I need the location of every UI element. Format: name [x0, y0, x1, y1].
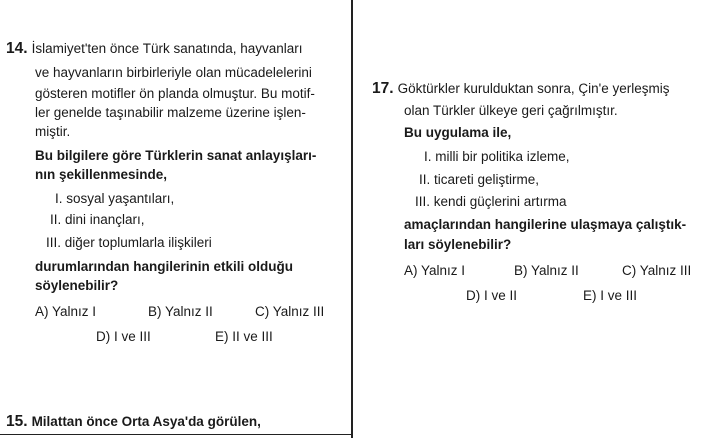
question-14-item-2: II. dini inançları,	[50, 212, 145, 227]
question-17-stem: Bu uygulama ile,	[404, 125, 512, 140]
option-c[interactable]: C) Yalnız III	[622, 263, 692, 278]
column-divider	[351, 0, 353, 438]
cut-off-text-edge	[0, 434, 351, 435]
question-14-question-2: söylenebilir?	[35, 278, 119, 293]
question-15-line-1: 15. Milattan önce Orta Asya'da görülen,	[6, 413, 261, 430]
question-14-stem-2: nın şekillenmesinde,	[35, 167, 168, 182]
option-a[interactable]: A) Yalnız I	[35, 304, 97, 319]
question-17-question-2: ları söylenebilir?	[404, 237, 512, 252]
question-17-item-2: II. ticareti geliştirme,	[419, 172, 540, 187]
question-17-item-1: I. milli bir politika izleme,	[424, 149, 570, 164]
option-b[interactable]: B) Yalnız II	[148, 304, 213, 319]
question-number: 15.	[6, 413, 28, 430]
option-a[interactable]: A) Yalnız I	[404, 263, 466, 278]
option-c[interactable]: C) Yalnız III	[255, 304, 325, 319]
question-number: 17.	[372, 80, 394, 97]
question-14-item-1: I. sosyal yaşantıları,	[55, 191, 175, 206]
question-17-line-2: olan Türkler ülkeye geri çağrılmıştır.	[404, 103, 618, 118]
question-14-item-3: III. diğer toplumlarla ilişkileri	[46, 235, 212, 250]
question-number: 14.	[6, 40, 28, 57]
option-e[interactable]: E) II ve III	[215, 329, 273, 344]
option-d[interactable]: D) I ve II	[466, 288, 518, 303]
question-14-line-2: ve hayvanların birbirleriyle olan mücadelelerini	[35, 65, 312, 80]
question-14-question-1: durumlarından hangilerinin etkili olduğu	[35, 259, 294, 274]
question-17-line-1: 17. Göktürkler kurulduktan sonra, Çin'e yerleşmiş	[372, 80, 670, 97]
question-14-stem-1: Bu bilgilere göre Türklerin sanat anlayışları-	[35, 148, 317, 163]
option-d[interactable]: D) I ve III	[96, 329, 151, 344]
option-b[interactable]: B) Yalnız II	[514, 263, 579, 278]
option-e[interactable]: E) I ve III	[583, 288, 638, 303]
question-14-line-3: gösteren motifler ön planda olmuştur. Bu motif-	[35, 86, 315, 101]
question-14-line-4: ler genelde taşınabilir malzeme üzerine işlen-	[35, 105, 306, 120]
question-17-item-3: III. kendi güçlerini artırma	[415, 194, 567, 209]
question-17-question-1: amaçlarından hangilerine ulaşmaya çalıştık-	[404, 217, 687, 232]
question-14-line-1: 14. İslamiyet'ten önce Türk sanatında, hayvanları	[6, 40, 303, 57]
question-14-line-5: miştir.	[35, 124, 71, 139]
